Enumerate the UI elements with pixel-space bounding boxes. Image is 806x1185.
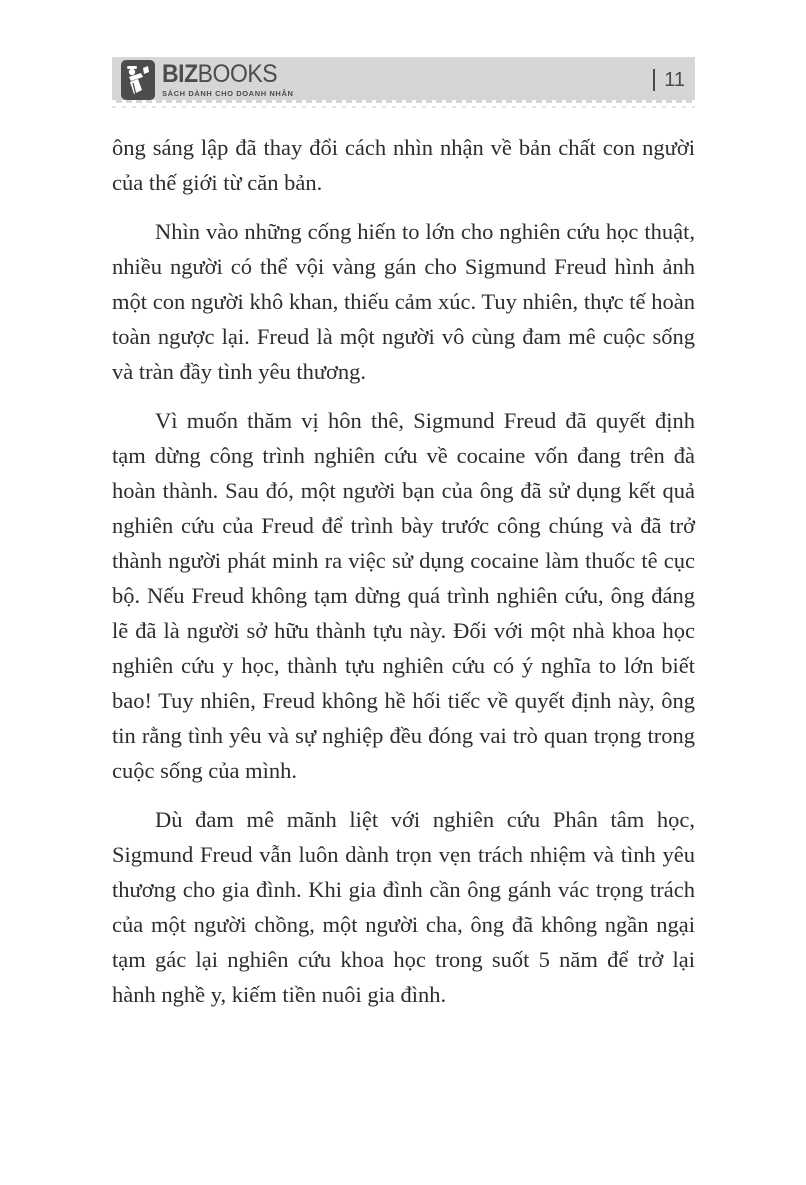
paragraph: Dù đam mê mãnh liệt với nghiên cứu Phân tâm học, Sigmund Freud vẫn luôn dành trọn vẹn trách nhiệm và tình yêu thương cho gia đình. Khi gia đình cần ông gánh vác trọng trách của một người chồng, một người cha, ông đã không ngần ngại tạm gác lại nghiên cứu khoa học trong suốt 5 năm để trở lại hành nghề y, kiếm tiền nuôi gia đình.	[112, 807, 695, 1007]
brand-name	[162, 62, 283, 87]
perforation-shadow	[112, 106, 695, 108]
paragraph: Nhìn vào những cống hiến to lớn cho nghiên cứu học thuật, nhiều người có thể vội vàng gán cho Sigmund Freud hình ảnh một con người khô khan, thiếu cảm xúc. Tuy nhiên, thực tế hoàn toàn ngược lại. Freud là một người vô cùng đam mê cuộc sống và tràn đầy tình yêu thương.	[112, 219, 695, 384]
brand-name-biz: BIZ	[162, 60, 198, 88]
bizbooks-logo-icon	[121, 60, 155, 100]
page-header	[112, 57, 695, 103]
page-number: 11	[653, 69, 685, 91]
brand-name-books: BOOKS	[197, 60, 278, 88]
paragraph: ông sáng lập đã thay đổi cách nhìn nhận về bản chất con người của thế giới từ căn bản.	[112, 135, 695, 195]
brand-text	[162, 62, 293, 98]
brand-logo	[121, 60, 293, 100]
body-text	[112, 130, 695, 1026]
brand-tagline: SÁCH DÀNH CHO DOANH NHÂN	[162, 89, 294, 98]
paragraph: Vì muốn thăm vị hôn thê, Sigmund Freud đã quyết định tạm dừng công trình nghiên cứu về cocaine vốn đang trên đà hoàn thành. Sau đó, một người bạn của ông đã sử dụng kết quả nghiên cứu của Freud để trình bày trước công chúng và đã trở thành người phát minh ra việc sử dụng cocaine làm thuốc tê cục bộ. Nếu Freud không tạm dừng quá trình nghiên cứu, ông đáng lẽ đã là người sở hữu thành tựu này. Đối với một nhà khoa học nghiên cứu y học, thành tựu nghiên cứu có ý nghĩa to lớn biết bao! Tuy nhiên, Freud không hề hối tiếc về quyết định này, ông tin rằng tình yêu và sự nghiệp đều đóng vai trò quan trọng trong cuộc sống của mình.	[112, 408, 695, 783]
